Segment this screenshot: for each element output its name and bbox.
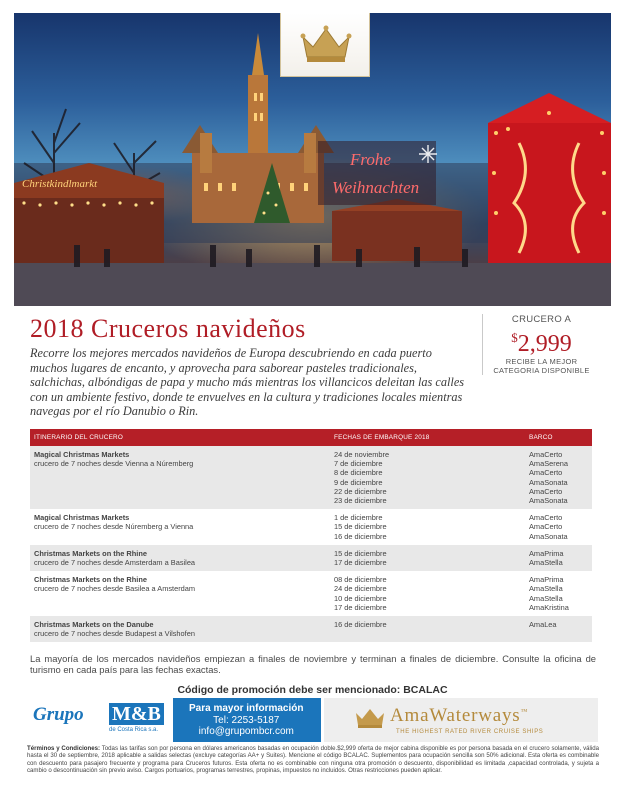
dates-cell: [330, 571, 525, 616]
ship-name: AmaPrima: [529, 575, 564, 585]
itinerary-route: crucero de 7 noches desde Basilea a Amsterdam: [34, 584, 196, 594]
price-note-line2: CATEGORIA DISPONIBLE: [493, 366, 590, 375]
page-title: [30, 314, 470, 344]
table-header-row: [30, 429, 592, 446]
ship-name: AmaSerena: [529, 459, 569, 469]
table-row: [30, 571, 592, 616]
header-itinerary: ITINERARIO DEL CRUCERO: [30, 429, 330, 446]
ship-name: AmaCerto: [529, 450, 563, 459]
itinerary-name: Christmas Markets on the Rhine: [34, 575, 147, 585]
ship-name: AmaCerto: [529, 513, 563, 523]
stall-sign: Christkindlmarkt: [22, 178, 98, 190]
logo-country: de Costa Rica s.a.: [109, 727, 159, 733]
itinerary-cell: [30, 616, 330, 642]
ship-name: AmaCerto: [529, 468, 563, 478]
currency-symbol: $: [511, 330, 518, 345]
table-row: [30, 446, 592, 509]
terms-label: Términos y Condiciones:: [27, 745, 101, 752]
departure-date: 17 de diciembre: [334, 602, 387, 612]
ships-cell: [525, 616, 592, 642]
more-info-label: Para mayor información: [189, 702, 304, 714]
departure-date: 15 de diciembre: [334, 522, 387, 532]
departure-date: 22 de diciembre: [334, 486, 387, 496]
price-amount: 2,999: [517, 331, 572, 357]
logo-grupo: Grupo: [33, 704, 84, 725]
ship-name: AmaStella: [529, 593, 563, 603]
ships-cell: [525, 446, 592, 509]
ships-cell: [525, 571, 592, 616]
itinerary-name: Christmas Markets on the Danube: [34, 620, 154, 630]
ship-name: AmaKristina: [529, 602, 569, 612]
ship-name: AmaStella: [529, 558, 563, 568]
email-address[interactable]: info@grupombcr.com: [198, 726, 294, 737]
itinerary-name: Christmas Markets on the Rhine: [34, 548, 147, 558]
title-text: 2018 Cruceros navideños: [30, 314, 306, 343]
table-row: [30, 616, 592, 642]
amawaterways-logo: [324, 698, 598, 742]
itinerary-cell: [30, 446, 330, 509]
itinerary-cell: [30, 571, 330, 616]
departure-date: 15 de diciembre: [334, 548, 387, 558]
itinerary-route: crucero de 7 noches desde Vienna a Núremberg: [34, 459, 194, 469]
dates-cell: [330, 616, 525, 642]
itinerary-cell: [30, 545, 330, 571]
ship-name: AmaLea: [529, 620, 557, 630]
price-note-line1: RECIBE LA MEJOR: [505, 357, 578, 366]
ship-name: AmaCerto: [529, 522, 563, 532]
itinerary-cell: [30, 509, 330, 545]
itinerary-route: crucero de 7 noches desde Budapest a Vilshofen: [34, 629, 195, 639]
itinerary-route: crucero de 7 noches desde Amsterdam a Basilea: [34, 558, 196, 568]
departure-date: 17 de diciembre: [334, 558, 387, 568]
dates-cell: [330, 446, 525, 509]
departure-date: 8 de diciembre: [334, 468, 383, 478]
departure-date: 24 de diciembre: [334, 584, 387, 594]
crown-icon: [299, 23, 353, 65]
ships-cell: [525, 509, 592, 545]
ship-name: AmaSonata: [529, 496, 568, 506]
table-row: [30, 509, 592, 545]
phone-number[interactable]: Tel: 2253-5187: [213, 714, 280, 726]
logo-mb: M&B: [109, 703, 164, 725]
departure-date: 9 de diciembre: [334, 477, 383, 487]
dates-cell: [330, 545, 525, 571]
ship-name: AmaSonata: [529, 477, 568, 487]
crown-badge: [280, 13, 370, 77]
ama-brand: AmaWaterways™: [390, 705, 529, 726]
ama-crown-icon: [354, 707, 386, 729]
price-label: CRUCERO A: [511, 314, 572, 325]
itinerary-route: crucero de 7 noches desde Núremberg a Vienna: [34, 522, 194, 532]
header-dates: FECHAS DE EMBARQUE 2018: [330, 429, 525, 446]
departure-date: 16 de diciembre: [334, 620, 387, 630]
dates-note: La mayoría de los mercados navideños empiezan a finales de noviembre y terminan a finales de diciembre. Consulte la oficina de turismo en cada país para las fechas exactas.: [30, 653, 596, 675]
ship-name: AmaPrima: [529, 548, 564, 558]
agency-contact: [175, 703, 303, 738]
departure-date: 1 de diciembre: [334, 513, 383, 523]
ama-tagline: THE HIGHEST RATED RIVER CRUISE SHIPS: [396, 729, 544, 735]
price-box: [482, 314, 596, 375]
table-row: [30, 545, 592, 571]
ship-name: AmaStella: [529, 584, 563, 594]
itinerary-table: [30, 429, 592, 642]
departure-date: 23 de diciembre: [334, 496, 387, 506]
agency-banner: [27, 698, 321, 742]
hero-photo: [14, 13, 611, 306]
ships-cell: [525, 545, 592, 571]
itinerary-name: Magical Christmas Markets: [34, 513, 130, 523]
itinerary-name: Magical Christmas Markets: [34, 450, 130, 459]
weihnachten-sign: Weihnachten: [332, 178, 420, 197]
departure-date: 08 de diciembre: [334, 575, 387, 585]
price-value: [487, 325, 596, 357]
departure-date: 10 de diciembre: [334, 593, 387, 603]
departure-date: 16 de diciembre: [334, 531, 387, 541]
ship-name: AmaSonata: [529, 531, 568, 541]
dates-cell: [330, 509, 525, 545]
departure-date: 7 de diciembre: [334, 459, 383, 469]
ship-name: AmaCerto: [529, 486, 563, 496]
header-ship: BARCO: [525, 429, 592, 446]
terms-text: Todas las tarifas son por persona en dólares americanos basadas en ocupación doble.$2,999 oferta de mejor cabina disponible es por persona basada en el crucero solamente, válida hasta el 30 de septiembre, 2018 aplicable a salidas selectas (excluye categorías AA+ y Suites). Mencione el código BCALAC. Suplementos para ocupación sencilla son 50% adicional. Esta oferta es combinable con descuento para pasajero frecuente y programa para Cruceros futuros. Esta oferta no es combinable con ninguna otra promoción o descuento, disponibilidad es limitada ,capacidad controlada, y sujeta a cambio o descontinuación sin previo aviso. Cargos portuarios, programas terrestres, propinas, impuestos no incluidos. Otras restricciones pueden aplicar.: [27, 745, 599, 775]
grupo-mb-logo: [27, 698, 175, 742]
departure-date: 24 de noviembre: [334, 450, 390, 459]
terms-and-conditions: [27, 745, 599, 775]
frohe-sign: Frohe: [350, 150, 391, 169]
intro-paragraph: Recorre los mejores mercados navideños de Europa descubriendo en cada puerto muchos lugares de encanto, y aprovecha para saborear pasteles tradicionales, salchichas, albóndigas de papa y mucho más mientras los villancicos deleitan las calles con un ambiente festivo, donde te envuelves en la cultura y tradiciones locales mientras navegas por el río Danubio o Rin.: [30, 346, 465, 419]
promo-code: Código de promoción debe ser mencionado: BCALAC: [177, 684, 448, 696]
